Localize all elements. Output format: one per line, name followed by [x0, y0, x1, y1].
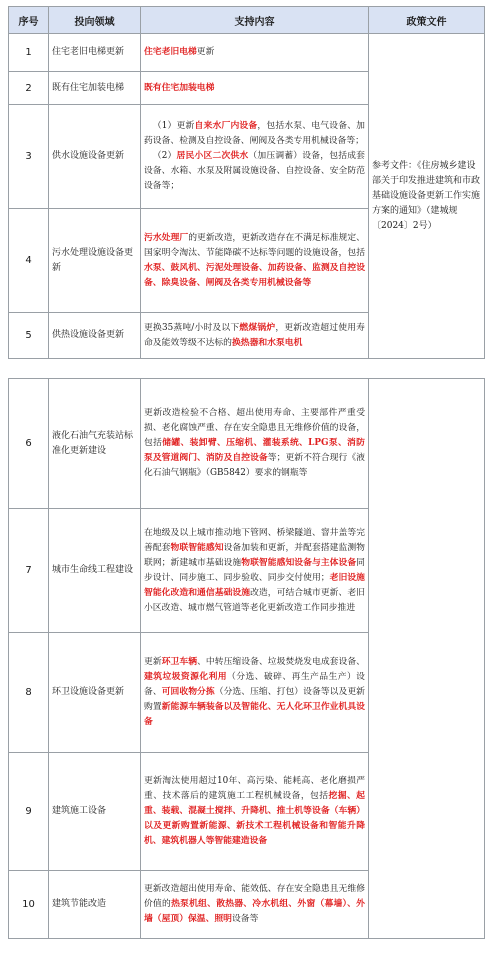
- row-content: [141, 379, 369, 509]
- row-field: 污水处理设施设备更新: [49, 209, 141, 313]
- table-row: [9, 34, 485, 72]
- content-text: （分选、破碎、再生产品生产）设备、: [144, 672, 365, 697]
- content-text: 更新: [196, 47, 215, 57]
- row-field: 建筑节能改造: [49, 871, 141, 939]
- row-content: [141, 209, 369, 313]
- row-number: 9: [9, 753, 49, 871]
- row-content: [141, 633, 369, 753]
- row-field: 液化石油气充装站标准化更新建设: [49, 379, 141, 509]
- content-text: 更新改造超出使用寿命、能效低、存在安全隐患且无维修价值的: [144, 884, 365, 909]
- content-text: （2）: [152, 151, 177, 161]
- highlight-text: 物联智能感知: [170, 542, 224, 553]
- highlight-text: 环卫车辆: [161, 657, 198, 667]
- content-text: （分选、压缩、打包）设备等以及更新购置: [144, 687, 365, 712]
- policy-document-empty: [369, 379, 485, 939]
- content-text: （加压调蓄）设备，包括成套设备、水箱、水泵及附属设施设备、自控设备、安全防范设备等；: [144, 151, 365, 191]
- highlight-text: 挖掘、起重、装载、混凝土搅拌、升降机、推土机等设备（车辆）以及更新购置新能源、新技术工程机械设备和智能升降机、建筑机器人等智能建造设备: [144, 791, 365, 846]
- policy-document: 参考文件：《住房城乡建设部关于印发推进建筑和市政基础设施设备更新工作实施方案的通知》（建城规〔2024〕2号）: [369, 34, 485, 359]
- content-text: 更新: [144, 657, 162, 667]
- row-field: 城市生命线工程建设: [49, 509, 141, 633]
- header-row: [9, 7, 485, 34]
- content-text: 设备加装和更新，并配套搭建监测物联网；新建城市基础设施: [144, 542, 365, 568]
- content-text: （1）更新: [152, 121, 195, 131]
- row-number: 4: [9, 209, 49, 313]
- header-policy: 政策文件: [369, 7, 485, 34]
- row-content: [141, 105, 369, 209]
- row-field: 建筑施工设备: [49, 753, 141, 871]
- row-field: 既有住宅加装电梯: [49, 72, 141, 105]
- content-text: 等；更新不符合现行《液化石油气钢瓶》（GB5842）要求的钢瓶等: [144, 453, 365, 478]
- content-item: [144, 119, 365, 149]
- content-item: [144, 149, 365, 194]
- highlight-text: 自来水厂内设备: [194, 121, 258, 131]
- row-number: 6: [9, 379, 49, 509]
- content-text: 在地级及以上城市推动地下管网、桥梁隧道、窨井盖等完善配套: [144, 527, 365, 553]
- header-field: 投向领域: [49, 7, 141, 34]
- highlight-text: 热泵机组、散热器、冷水机组、外窗（幕墙）、外墙（屋顶）保温、照明: [144, 899, 365, 924]
- content-text: 改造，可结合城市更新、老旧小区改造、城市燃气管道等老化更新改造工作同步推进: [144, 587, 365, 613]
- row-content: [141, 72, 369, 105]
- header-index: 序号: [9, 7, 49, 34]
- highlight-text: 污水处理厂: [144, 232, 189, 243]
- table-row: [9, 379, 485, 509]
- content-text: 设备等: [231, 914, 259, 924]
- content-text: 的更新改造，更新改造存在不满足标准规定、国家明令淘汰、节能降碳不达标等问题的设施设备，包括: [144, 232, 365, 258]
- row-field: 住宅老旧电梯更新: [49, 34, 141, 72]
- table-top: [8, 6, 485, 359]
- row-number: 3: [9, 105, 49, 209]
- row-field: 供热设施设备更新: [49, 313, 141, 359]
- content-text: ，包括水泵、电气设备、加药设备、检测及自控设备、闸阀及各类专用机械设备等；: [144, 121, 365, 146]
- row-number: 5: [9, 313, 49, 359]
- highlight-text: 建筑垃圾资源化利用: [144, 672, 228, 682]
- content-text: ，更新改造超过使用寿命及能效等级不达标的: [144, 322, 365, 348]
- content-text: 更新淘汰使用超过10年、高污染、能耗高、老化磨损严重、技术落后的建筑施工工程机械设备，包括: [144, 776, 365, 801]
- highlight-text: 居民小区二次供水: [176, 151, 249, 161]
- highlight-text: 水泵、鼓风机、污泥处理设备、加药设备、监测及自控设备、除臭设备、闸阀及各类专用机械设备等: [144, 262, 365, 288]
- highlight-text: 新能源车辆装备以及智能化、无人化环卫作业机具设备: [144, 702, 365, 727]
- row-field: 环卫设施设备更新: [49, 633, 141, 753]
- row-content: [141, 753, 369, 871]
- highlight-text: 既有住宅加装电梯: [144, 82, 215, 93]
- row-content: [141, 871, 369, 939]
- row-content: [141, 313, 369, 359]
- content-text: 同步设计、同步施工、同步验收、同步交付使用；: [144, 557, 365, 583]
- row-number: 8: [9, 633, 49, 753]
- row-number: 7: [9, 509, 49, 633]
- table-bottom: [8, 378, 485, 939]
- highlight-text: 燃煤锅炉: [239, 322, 276, 333]
- header-content: 支持内容: [141, 7, 369, 34]
- row-number: 2: [9, 72, 49, 105]
- row-field: 供水设施设备更新: [49, 105, 141, 209]
- row-number: 10: [9, 871, 49, 939]
- row-number: 1: [9, 34, 49, 72]
- row-content: [141, 34, 369, 72]
- highlight-text: 物联智能感知设备与主体设备: [241, 557, 357, 568]
- content-text: 更新改造检验不合格、超出使用寿命、主要部件严重受损、老化腐蚀严重、存在安全隐患且无维修价值的设备，包括: [144, 408, 365, 448]
- highlight-text: 可回收物分拣: [161, 687, 215, 697]
- row-content: [141, 509, 369, 633]
- highlight-text: 住宅老旧电梯: [144, 47, 197, 57]
- content-text: 更换35蒸吨/小时及以下: [144, 322, 240, 333]
- content-text: 、中转压缩设备、垃圾焚烧发电成套设备、: [197, 657, 365, 667]
- highlight-text: 储罐、装卸臂、压缩机、灌装系统、LPG泵、消防泵及管道阀门、消防及自控设备: [144, 438, 365, 463]
- highlight-text: 老旧设施智能化改造和通信基础设施: [144, 572, 365, 598]
- highlight-text: 换热器和水泵电机: [231, 337, 303, 348]
